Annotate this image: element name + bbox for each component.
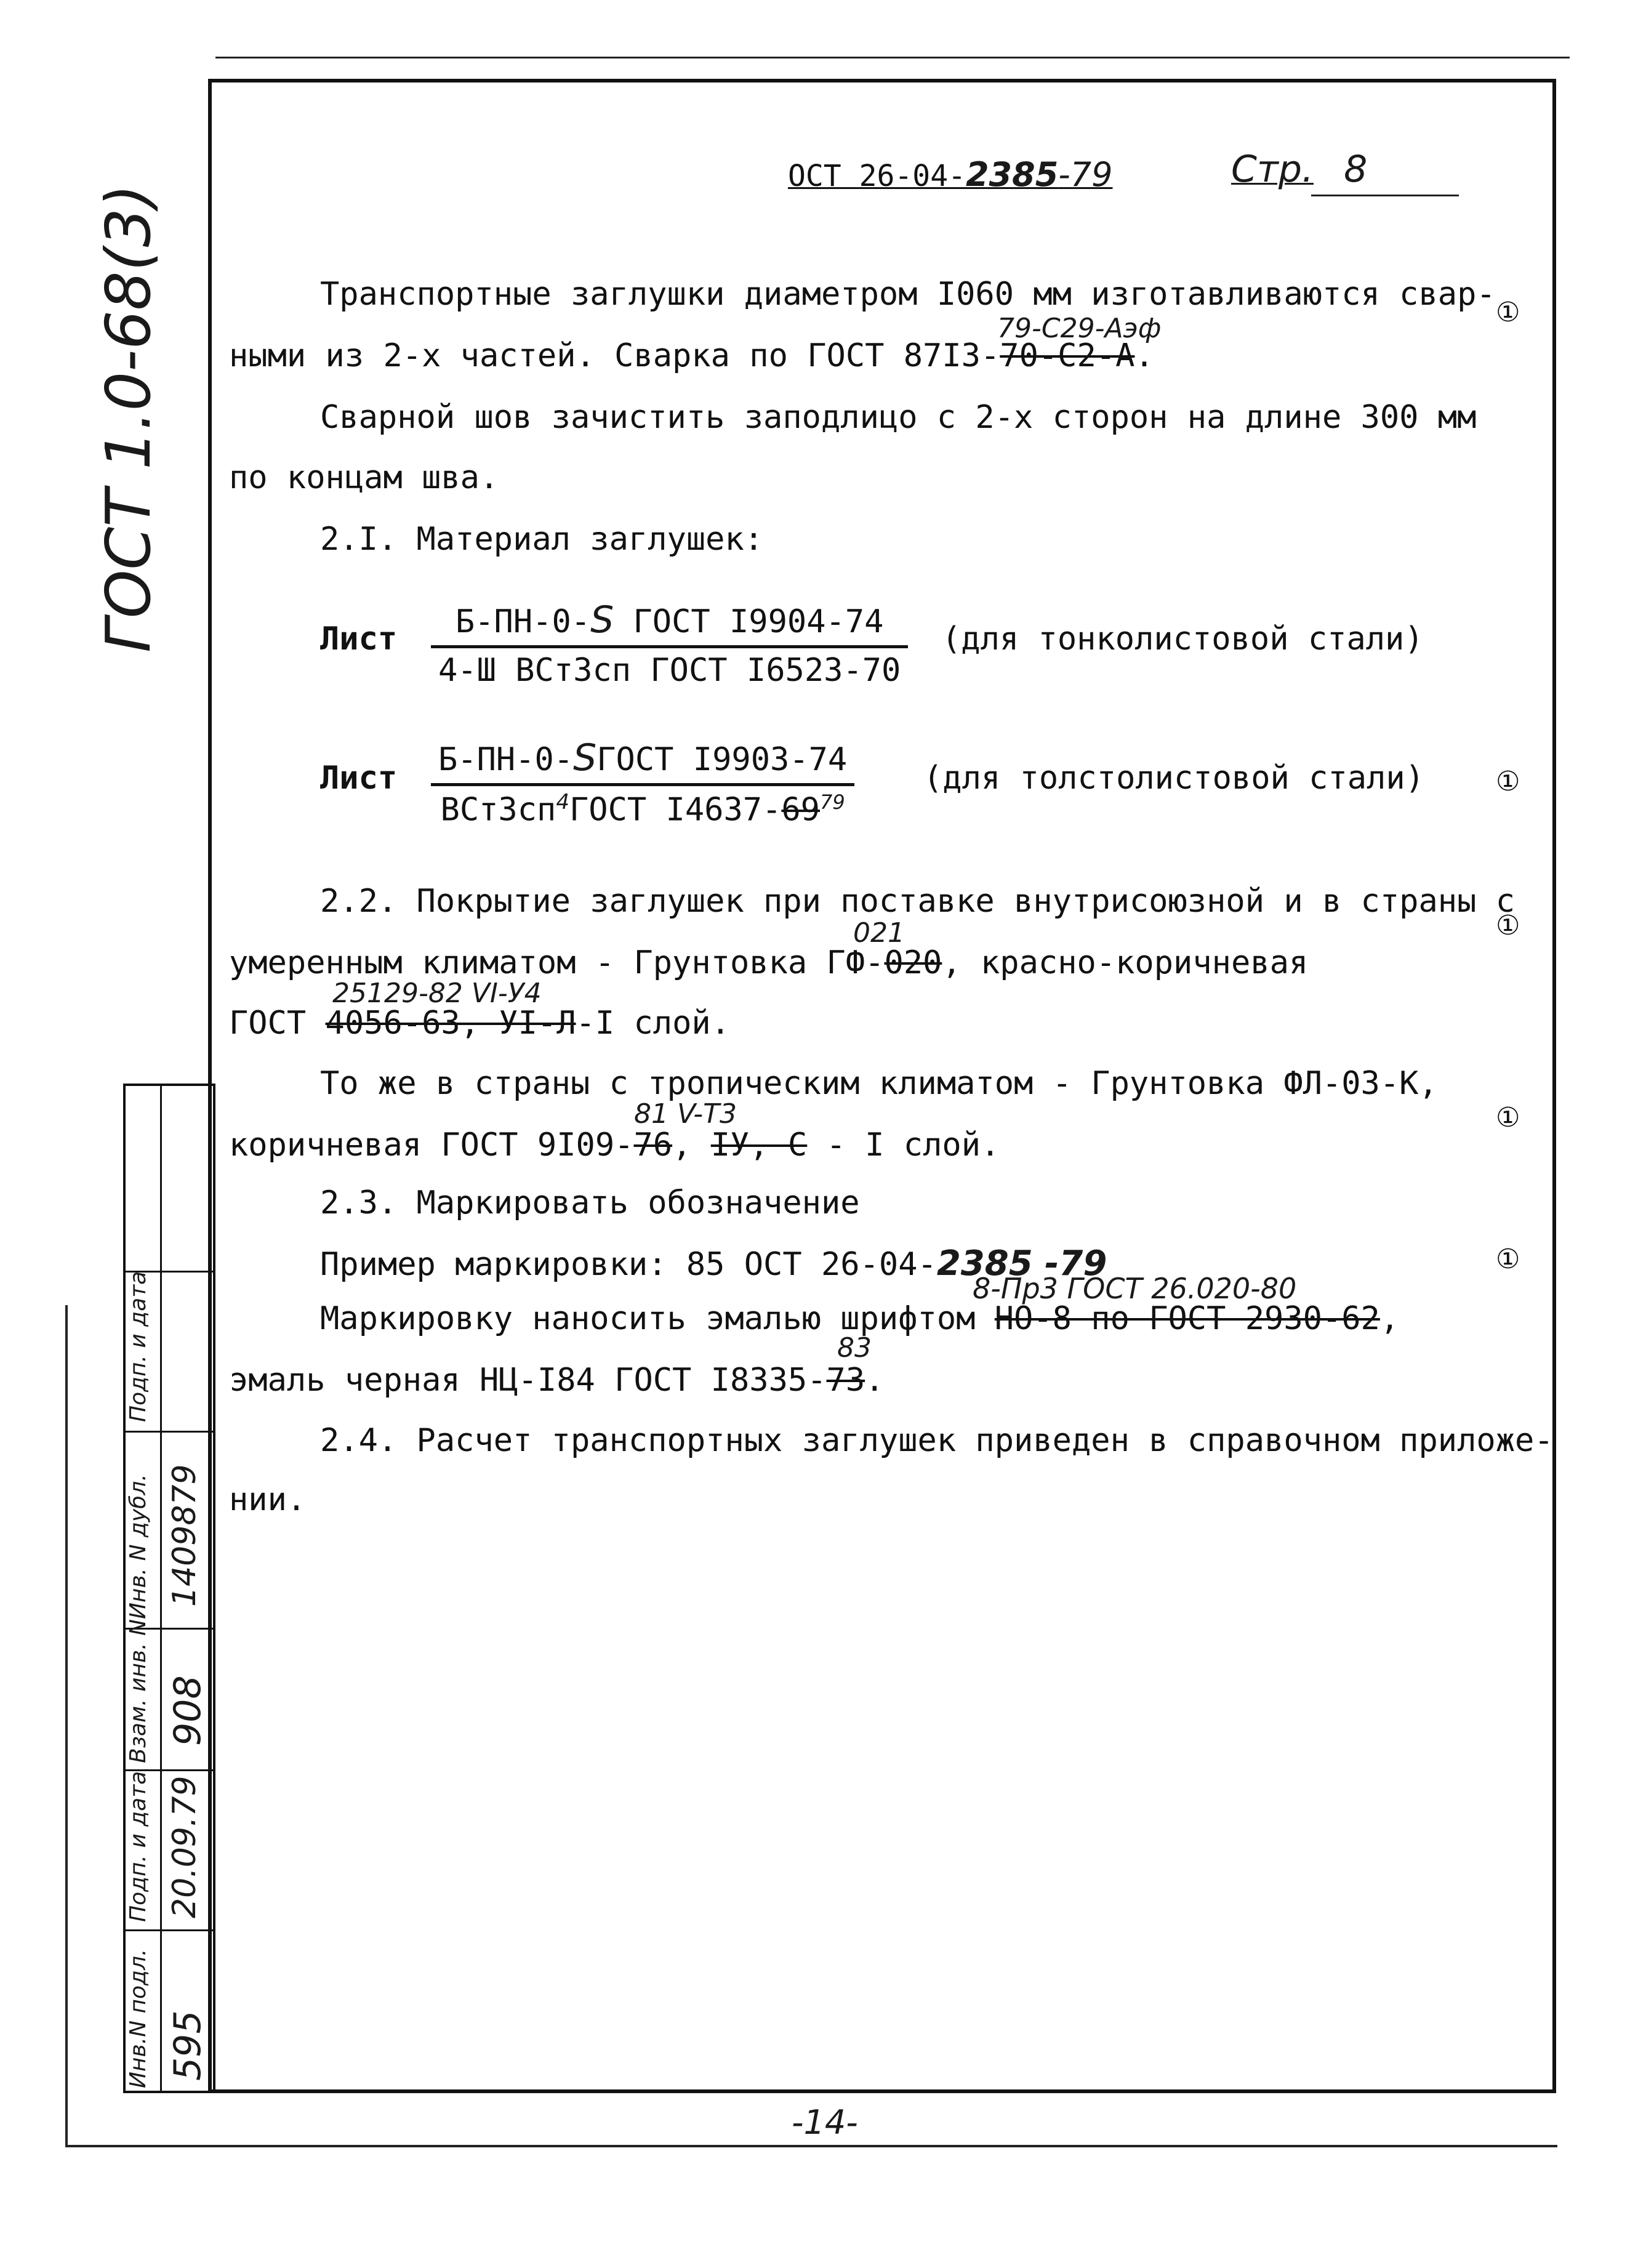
- section-2-3-line3: Маркировку наносить эмалью шрифтом НО-8 по ГОСТ 2930-62,: [320, 1300, 1400, 1337]
- outer-left-rule: [65, 1305, 68, 2147]
- section-2-3-line4: эмаль черная НЦ-I84 ГОСТ I8335-73.: [229, 1362, 885, 1399]
- s22-correction-1: 021: [853, 917, 905, 949]
- section-2-4-line2: нии.: [229, 1481, 307, 1518]
- section-2-2-line3: ГОСТ 4056-63, УI-Л-I слой.: [229, 1005, 730, 1042]
- stamp-label-vzam-inv: Взам. инв. N: [126, 1619, 151, 1763]
- section-2-2-line2: умеренным климатом - Грунтовка ГФ-020, красно-коричневая: [229, 944, 1309, 981]
- sheet2-label: Лист: [320, 760, 398, 797]
- section-2-2-line5: коричневая ГОСТ 9I09-76, IУ, С - I слой.: [229, 1127, 1000, 1164]
- page-number: 8: [1344, 148, 1368, 191]
- section-2-1-title: 2.I. Материал заглушек:: [320, 521, 764, 558]
- stamp-label-inv-podl: Инв.N подл.: [126, 1948, 151, 2088]
- s23-correction-1: 8-Пр3 ГОСТ 26.020-80: [973, 1272, 1297, 1305]
- side-gost-label: ГОСТ 1.0-68(3): [92, 183, 164, 653]
- stamp-value-dubl: 1409879: [166, 1464, 203, 1607]
- s22-correction-2: 25129-82 VI-У4: [332, 978, 542, 1009]
- page-number-underline: [1311, 195, 1459, 196]
- sheet1-fraction: Б-ПН-0-S ГОСТ I9904-74 4-Ш ВСт3сп ГОСТ I6523-70: [431, 598, 908, 689]
- footer-page-number: -14-: [792, 2103, 858, 2142]
- sheet1-note: (для тонколистовой стали): [942, 621, 1424, 657]
- top-rule: [215, 57, 1570, 58]
- section-2-2-line1: 2.2. Покрытие заглушек при поставке внутрисоюзной и в страны с: [320, 883, 1516, 920]
- change-mark: ①: [1496, 1102, 1520, 1133]
- stamp-value-vzam: 908: [166, 1675, 209, 1746]
- section-2-2-line4: То же в страны с тропическим климатом - Грунтовка ФЛ-03-К,: [320, 1065, 1438, 1102]
- section-2-4-line1: 2.4. Расчет транспортных заглушек приведен в справочном приложе-: [320, 1422, 1554, 1459]
- section-2-3-example: Пример маркировки: 85 ОСТ 26-04-2385 -79: [320, 1244, 1107, 1284]
- p2-line2: по концам шва.: [229, 459, 499, 496]
- sheet2-note: (для толстолистовой стали): [923, 760, 1424, 797]
- p1-line2: ными из 2-х частей. Сварка по ГОСТ 87I3-70-С2-А.: [229, 337, 1154, 374]
- change-mark: ①: [1496, 1244, 1520, 1275]
- stamp-value-date: 20.09.79: [166, 1775, 203, 1918]
- page-label: Стр. 8: [1231, 148, 1368, 191]
- s22-correction-3: 81 V-Т3: [634, 1098, 737, 1130]
- s23-correction-2: 83: [837, 1332, 872, 1364]
- p1-line1: Транспортные заглушки диаметром I060 мм изготавливаются свар-: [320, 276, 1496, 313]
- section-2-3-title: 2.3. Маркировать обозначение: [320, 1184, 860, 1221]
- header-standard: ОСТ 26-04-2385-79: [788, 155, 1113, 194]
- stamp-value-inv-podl: 595: [166, 2010, 209, 2081]
- stamp-label-podp-data-2: Подп. и дата: [126, 1271, 151, 1422]
- stamp-label-podp-data-1: Подп. и дата: [126, 1771, 151, 1922]
- change-mark: ①: [1496, 910, 1520, 941]
- p1-correction: 79-С29-Аэф: [997, 313, 1162, 344]
- outer-bottom-rule: [68, 2145, 1557, 2147]
- sheet2-fraction: Б-ПН-0-SГОСТ I9903-74 $ВСт3сп^4ГОСТ$ $I4637-69^{79}$: [431, 736, 854, 828]
- stamp-label-inv-dubl: Инв. N дубл.: [126, 1474, 151, 1619]
- change-mark: ①: [1496, 766, 1520, 797]
- p2-line1: Сварной шов зачистить заподлицо с 2-х сторон на длине 300 мм: [320, 399, 1477, 436]
- change-mark: ①: [1496, 297, 1520, 328]
- sheet1-label: Лист: [320, 621, 398, 657]
